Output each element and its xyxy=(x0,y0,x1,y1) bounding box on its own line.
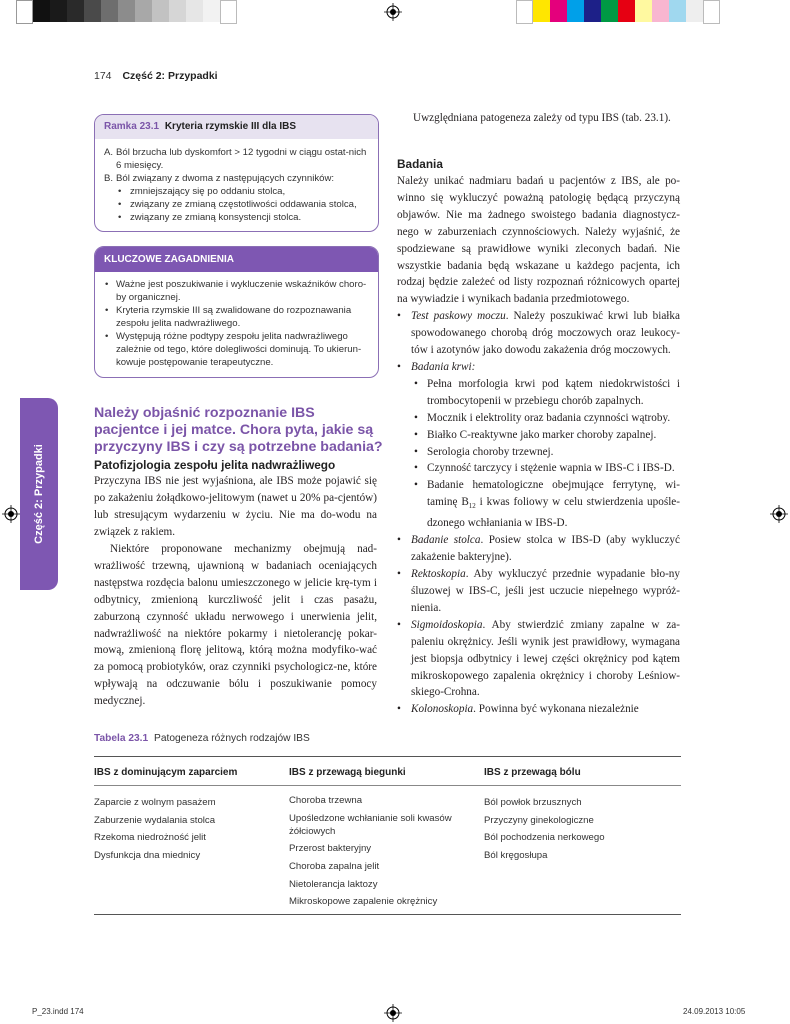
right-column-body xyxy=(397,173,680,718)
paragraph-intro: Uwzględniana patogeneza zależy od typu IBS (tab. 23.1). xyxy=(413,112,671,124)
bullet-rektoskopia: • Rektoskopia. Aby wykluczyć przednie wypadanie bło-ny śluzowej w IBS-C, jeśli jest uczucie niepełnego wypróż-nienia. xyxy=(397,568,680,614)
blood-subitem: • Serologia choroby trzewnej. xyxy=(414,445,554,458)
table-header-rule xyxy=(94,785,681,786)
table-cell: Choroba trzewna xyxy=(289,795,363,806)
bullet-term: Sigmoidoskopia xyxy=(411,618,483,631)
box-item xyxy=(104,146,368,172)
blood-subitem: • Białko C-reaktywne jako marker choroby zapalnej. xyxy=(414,428,657,441)
table-header-col2: IBS z przewagą biegunki xyxy=(289,767,406,778)
table-cell: Mikroskopowe zapalenie okrężnicy xyxy=(289,896,438,908)
bullet-text: . Powinna być wykonana niezależnie xyxy=(473,703,639,716)
box-subitem: • związany ze zmianą częstotliwości oddawania stolca, xyxy=(118,199,357,210)
subitem-text: Czynność tarczycy i stężenie wapnia w IBS-C i IBS-D. xyxy=(427,462,675,475)
key-point-text: Kryteria rzymskie III są zwalidowane do rozpoznawania zespołu jelita nadwrażliwego. xyxy=(116,305,352,329)
registration-mark-top xyxy=(384,3,402,21)
table-cell: Przerost bakteryjny xyxy=(289,843,372,855)
bullet-text: . Posiew stolca w IBS-D (aby wykluczyć zakażenie bakteryjne). xyxy=(411,534,680,564)
page-number: 174 xyxy=(94,70,112,82)
table-cell: Ból kręgosłupa xyxy=(484,850,548,862)
table-cell: Nietolerancja laktozy xyxy=(289,878,378,890)
table-cell: Zaparcie z wolnym pasażem xyxy=(94,797,216,808)
subitem-text: związany ze zmianą częstotliwości oddawania stolca, xyxy=(130,199,357,210)
box-ramka-23-1 xyxy=(94,114,379,232)
table-header-col1: IBS z dominującym zaparciem xyxy=(94,767,238,778)
section-heading-badania: Badania xyxy=(397,157,443,171)
table-cell: Choroba zapalna jelit xyxy=(289,861,380,873)
subitem-text: Badanie hematologiczne obejmujące ferrytynę, wi-taminę B xyxy=(427,479,680,509)
item-text: Ból związany z dwoma z następujących czynników: xyxy=(116,173,335,184)
subitem-text: związany ze zmianą konsystencji stolca. xyxy=(130,212,302,223)
table-top-rule xyxy=(94,756,681,757)
subsection-heading: Patofizjologia zespołu jelita nadwrażliwego xyxy=(94,458,336,472)
bullet-term: Rektoskopia xyxy=(411,568,466,581)
blood-subitem: • Mocznik i elektrolity oraz badania czynności wątroby. xyxy=(414,411,671,424)
section-heading: Należy objaśnić rozpoznanie IBS pacjentce i jej matce. Chora pyta, jakie są przyczyny IBS i czy są potrzebne badania? xyxy=(94,405,383,455)
paragraph-pathophysiology-2: Niektóre proponowane mechanizmy obejmują nad-wrażliwość trzewną, ujawnioną w badaniach oceniających następstwa rozdęcia balonu umieszczonego w jelicie krę-tym i odbytnicy, zmienioną kurczliwość jelit i czas pasażu, zaburzoną czynność układu nerwowego i unerwienia jelit, nadwrażliwość na niektóre pokarmy i nietolerancję pokar-mową, zmienioną florę jelitową, którą można modyfiko-wać za pomocą probiotyków, oraz czynniki psychologicz-ne, które wpływają na odczuwanie bólu i poszukiwanie pomocy medycznej. xyxy=(94,543,377,708)
bullet-term: Test paskowy moczu xyxy=(411,310,506,323)
key-points-title: KLUCZOWE ZAGADNIENIA xyxy=(95,247,378,272)
bullet-term: Kolonoskopia xyxy=(411,703,474,716)
box-subitem: • związany ze zmianą konsystencji stolca. xyxy=(118,212,302,223)
side-tab-label: Część 2: Przypadki xyxy=(33,444,45,544)
table-col3 xyxy=(484,794,679,865)
box-title: Kryteria rzymskie III dla IBS xyxy=(164,121,296,132)
item-text: Ból brzucha lub dyskomfort > 12 tygodni w ciągu ostat-nich 6 miesięcy. xyxy=(116,147,367,171)
table-caption xyxy=(94,733,310,744)
bullet-kolonoskopia: • Kolonoskopia. Powinna być wykonana niezależnie xyxy=(397,703,639,716)
box-subitem: • zmniejszający się po oddaniu stolca, xyxy=(118,186,286,197)
table-cell: Dysfunkcja dna miednicy xyxy=(94,850,201,862)
box-key-points xyxy=(94,246,379,378)
item-marker: B. xyxy=(104,173,114,184)
bullet-term: Badanie stolca xyxy=(411,534,481,547)
registration-mark-right xyxy=(770,505,788,523)
table-bottom-rule xyxy=(94,914,681,915)
table-cell: Zaburzenie wydalania stolca xyxy=(94,814,216,826)
bullet-term: Badania krwi: xyxy=(411,360,476,373)
subitem-text: Mocznik i elektrolity oraz badania czynności wątroby. xyxy=(427,411,671,424)
table-col1 xyxy=(94,794,279,865)
bullet-text: . Aby stwierdzić zmiany zapalne w za-paleniu okrężnicy. Jeśli wynik jest prawidłowy, wymagana jest biopsja odbytnicy i lewej części okrężnicy pod kątem mikroskopowego zapalenia okrężnicy i choroby Leśniow-skiego-Crohna. xyxy=(411,618,680,699)
paragraph-pathophysiology-1: Przyczyna IBS nie jest wyjaśniona, ale IBS może pojawić się po zakażeniu żołądkowo-jelitowym (nawet u 20% pa-cjentów) lub stresującym wydarzeniu w życiu. Nie ma do-wodu na związek z rakiem. xyxy=(94,475,377,538)
key-point-text: Ważne jest poszukiwanie i wykluczenie wskaźników choro-by organicznej. xyxy=(116,279,367,303)
paragraph-badania: Należy unikać nadmiaru badań u pacjentów z IBS, ale po-winno się wykluczyć poważną patologię będącą przyczyną objawów. Nie ma żadnego swoistego badania diagnostycz-nego w zaburzeniach czynnościowych. Należy wyjaśnić, że spodziewane są prawidłowe wyniki zleconych badań. Nie wszystkie badania będą wskazane u każdego pacjenta, ich rodzaj będzie zależeć od listy rozpoznań różnicowych opartej na wywiadzie i wynikach badania przedmiotowego. xyxy=(397,175,680,306)
table-col2 xyxy=(289,794,469,913)
footer-file: P_23.indd 174 xyxy=(32,1007,84,1016)
subitem-text: Pełna morfologia krwi pod kątem niedokrwistości i trombocytopenii w przebiegu chorób zapalnych. xyxy=(427,377,680,407)
bullet-text: . Aby wykluczyć przednie wypadanie bło-ny śluzowej w IBS-C, jeśli jest uczucie niepełnego wypróż-nienia. xyxy=(411,568,680,614)
part-title: Część 2: Przypadki xyxy=(122,70,218,82)
box-body xyxy=(95,139,378,224)
key-point-item: • Ważne jest poszukiwanie i wykluczenie wskaźników choro-by organicznej. xyxy=(105,279,367,303)
table-title: Patogeneza różnych rodzajów IBS xyxy=(154,733,310,744)
blood-subitem: • Czynność tarczycy i stężenie wapnia w IBS-C i IBS-D. xyxy=(414,462,675,475)
registration-strip-right xyxy=(516,0,720,22)
subitem-text: zmniejszający się po oddaniu stolca, xyxy=(130,186,286,197)
registration-mark-bottom xyxy=(384,1004,402,1022)
box-item xyxy=(104,172,368,185)
table-cell: Rzekoma niedrożność jelit xyxy=(94,832,206,844)
registration-mark-left xyxy=(2,505,20,523)
key-point-item: • Kryteria rzymskie III są zwalidowane do rozpoznawania zespołu jelita nadwrażliwego. xyxy=(105,305,352,329)
table-cell: Ból pochodzenia nerkowego xyxy=(484,832,605,844)
side-tab xyxy=(20,398,58,590)
key-point-text: Występują różne podtypy zespołu jelita nadwrażliwego zależnie od tego, które dolegliwości dominują. To ukierun-kowuje postępowanie terapeutyczne. xyxy=(116,331,362,368)
blood-subitem: • Pełna morfologia krwi pod kątem niedokrwistości i trombocytopenii w przebiegu chorób zapalnych. xyxy=(414,377,680,407)
table-cell: Upośledzone wchłanianie soli kwasów żółciowych xyxy=(289,812,452,837)
subitem-text: i kwas foliowy w celu stwierdzenia upośle-dzonego wchłaniania w IBS-D. xyxy=(427,496,680,530)
registration-strip-left xyxy=(16,0,237,22)
box-title-bar xyxy=(95,115,378,139)
item-marker: A. xyxy=(104,147,114,158)
subitem-text: Białko C-reaktywne jako marker choroby zapalnej. xyxy=(427,428,657,441)
running-header xyxy=(94,70,218,82)
key-points-body xyxy=(95,272,378,369)
subscript: 12 xyxy=(468,502,476,511)
key-point-item: • Występują różne podtypy zespołu jelita nadwrażliwego zależnie od tego, które dolegliwości dominują. To ukierun-kowuje postępowanie terapeutyczne. xyxy=(105,331,362,368)
box-label: Ramka 23.1 xyxy=(104,121,160,132)
blood-subitem: • Badanie hematologiczne obejmujące ferrytynę, wi-taminę $B_{12}$ i kwas foliowy w celu stwierdzenia upośle-dzonego wchłaniania w IBS-D. xyxy=(414,479,680,530)
subitem-text: Serologia choroby trzewnej. xyxy=(427,445,554,458)
bullet-sigmoidoskopia: • Sigmoidoskopia. Aby stwierdzić zmiany zapalne w za-paleniu okrężnicy. Jeśli wynik jest prawidłowy, wymagana jest biopsja odbytnicy i lewej części okrężnicy pod kątem mikroskopowego zapalenia okrężnicy i choroby Leśniow-skiego-Crohna. xyxy=(397,618,680,699)
bullet-badanie-stolca: • Badanie stolca. Posiew stolca w IBS-D (aby wykluczyć zakażenie bakteryjne). xyxy=(397,534,680,564)
table-cell: Ból powłok brzusznych xyxy=(484,797,582,808)
footer-date: 24.09.2013 10:05 xyxy=(683,1007,746,1016)
bullet-text: . Należy poszukiwać krwi lub białka spowodowanego chorobą dróg moczowych oraz leukocy-tów i azotynów jako dowodu zakażenia dróg moczowych. xyxy=(411,310,680,357)
table-header-col3: IBS z przewagą bólu xyxy=(484,767,581,778)
table-cell: Przyczyny ginekologiczne xyxy=(484,814,594,826)
bullet-test-moczu: • Test paskowy moczu. Należy poszukiwać krwi lub białka spowodowanego chorobą dróg moczowych oraz leukocy-tów i azotynów jako dowodu zakażenia dróg moczowych. xyxy=(397,310,680,357)
table-label: Tabela 23.1 xyxy=(94,733,149,744)
bullet-badania-krwi: • Badania krwi: xyxy=(397,360,476,373)
